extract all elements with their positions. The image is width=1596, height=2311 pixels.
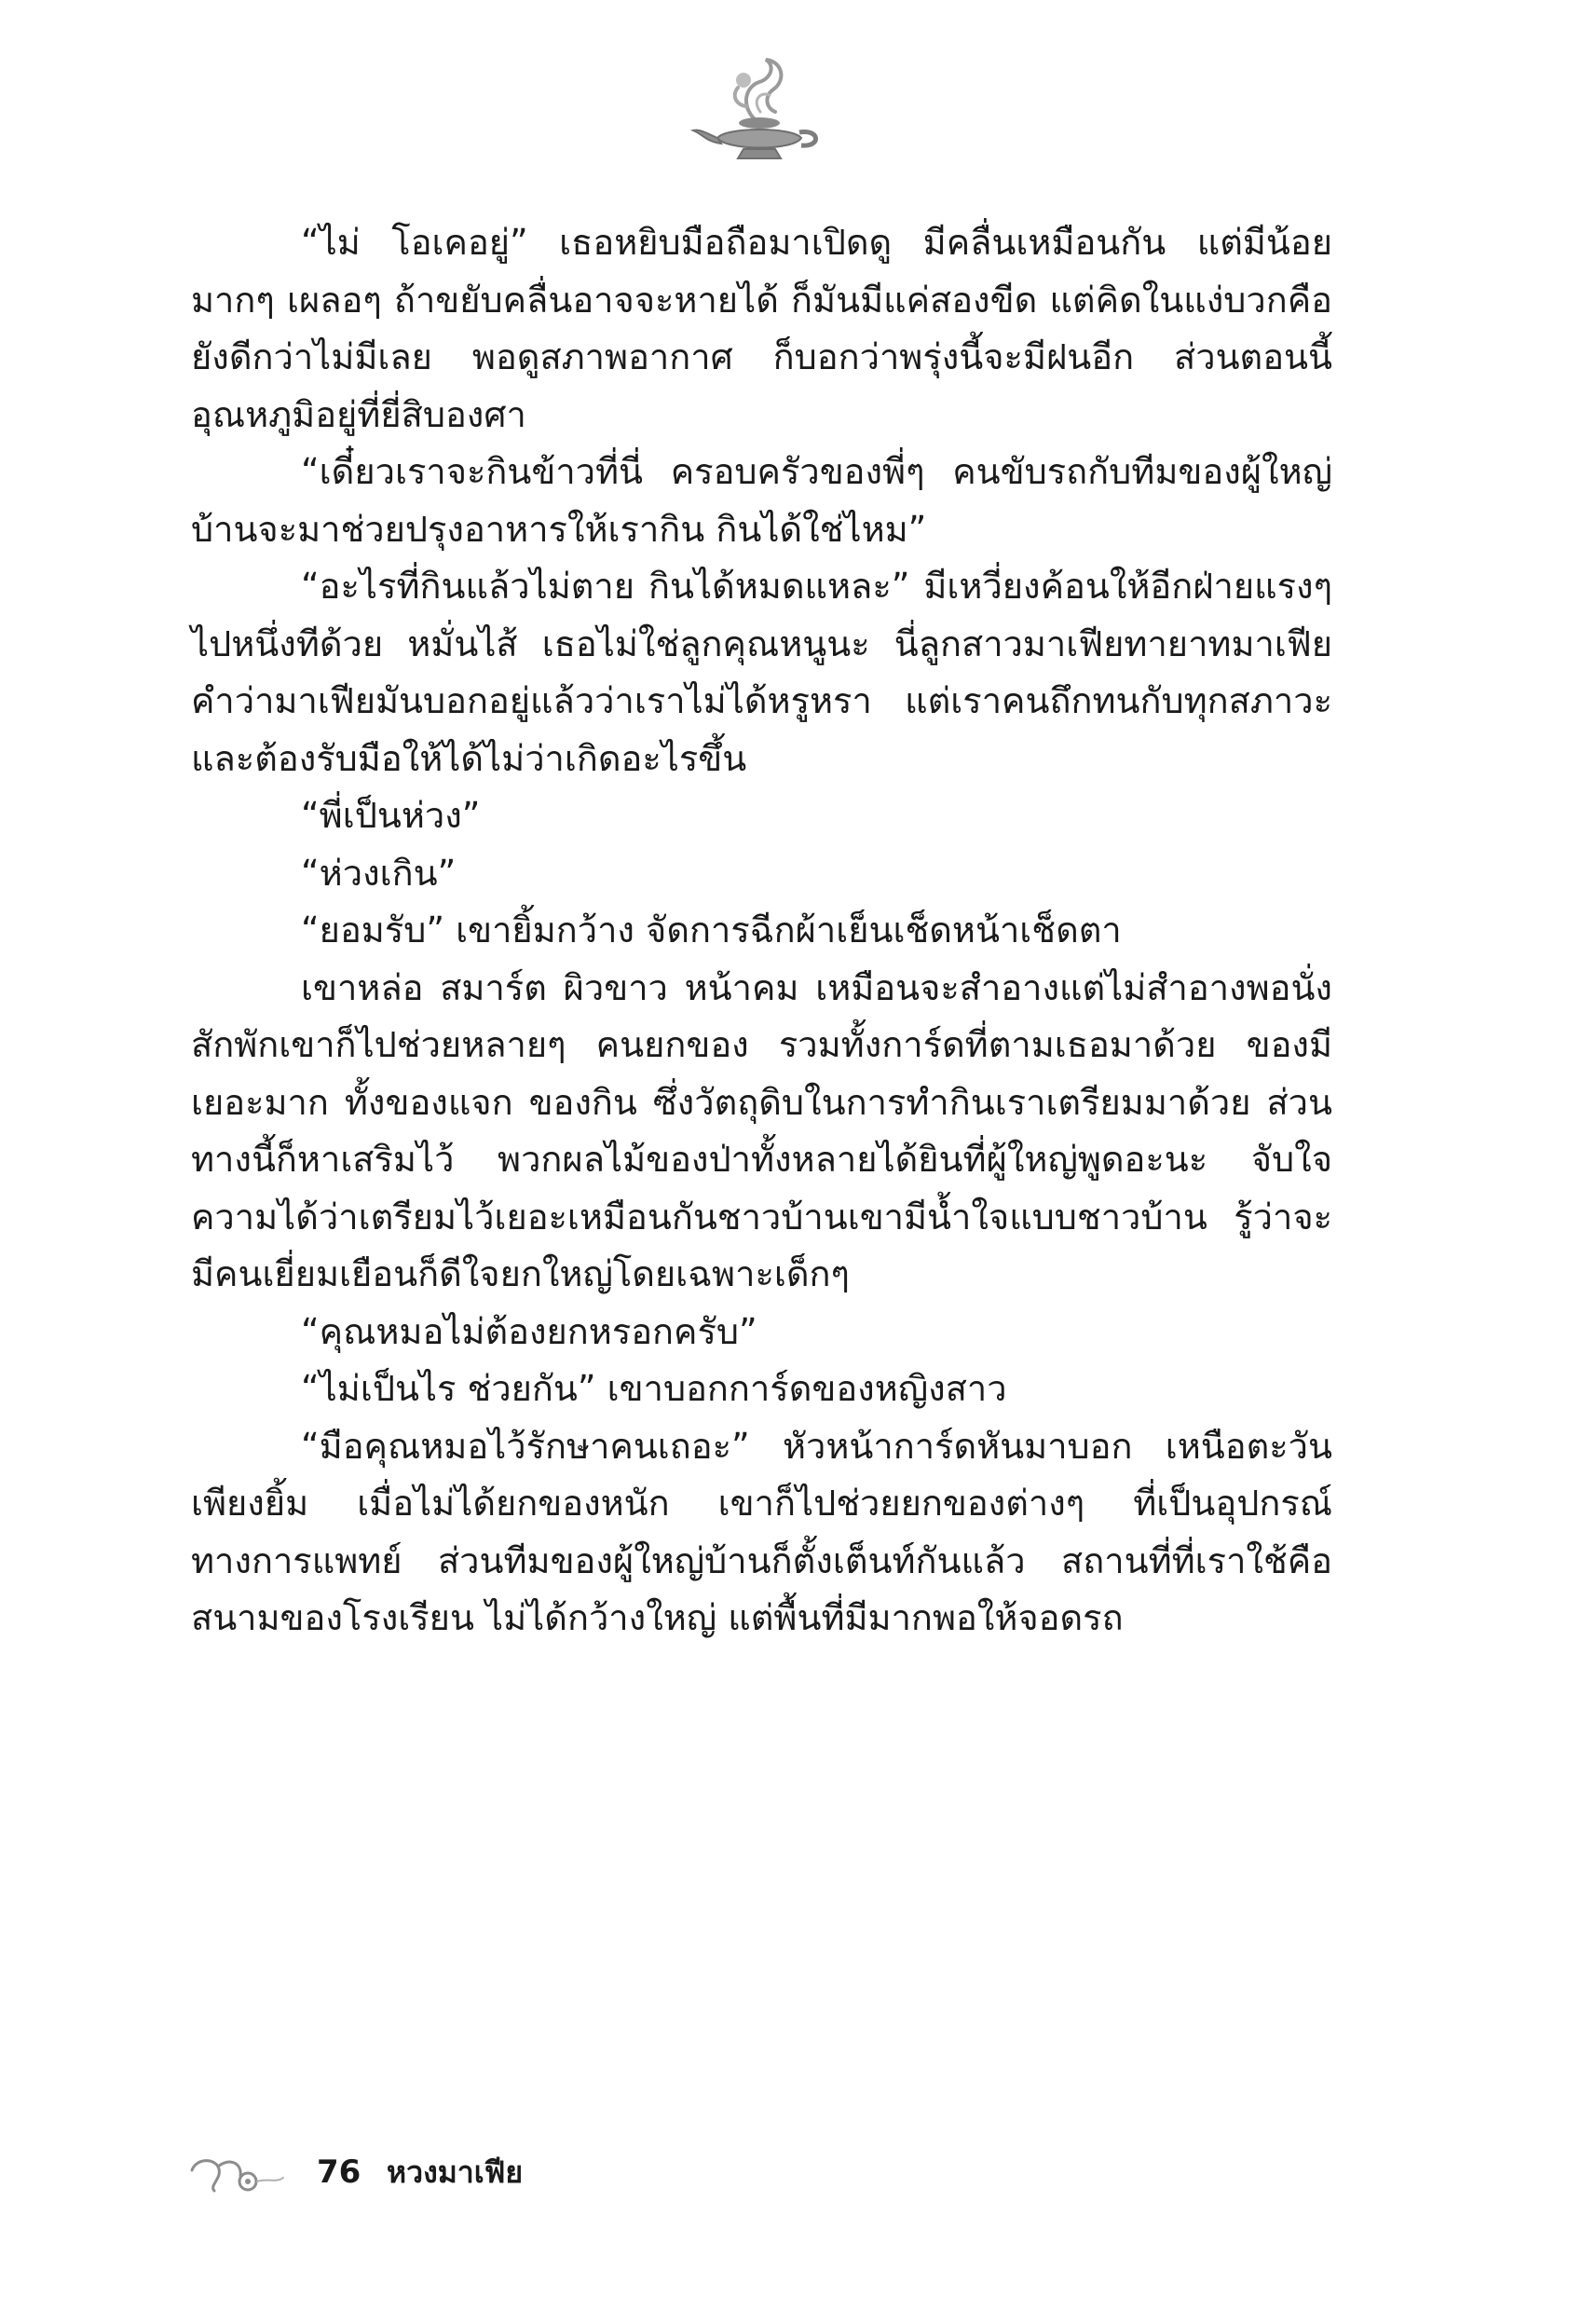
paragraph: เขาหล่อ สมาร์ต ผิวขาว หน้าคม เหมือนจะสำอางแต่ไม่สำอางพอนั่งสักพักเขาก็ไปช่วยหลายๆ คนยกของ รวมทั้งการ์ดที่ตามเธอมาด้วย ของมีเยอะมาก ทั้งของแจก ของกิน ซึ่งวัตถุดิบในการทำกินเราเตรียมมาด้วย ส่วนทางนี้ก็หาเสริมไว้ พวกผลไม้ของป่าทั้งหลายได้ยินที่ผู้ใหญ่พูดอะนะ จับใจความได้ว่าเตรียมไว้เยอะเหมือนกันชาวบ้านเขามีน้ำใจแบบชาวบ้าน รู้ว่าจะมีคนเยี่ยมเยือนก็ดีใจยกใหญ่โดยเฉพาะเด็กๆ <box>191 966 1332 1294</box>
stethoscope-icon <box>186 2150 289 2196</box>
chapter-body <box>191 214 1332 1648</box>
paragraph: “ยอมรับ” เขายิ้มกว้าง จัดการฉีกผ้าเย็นเช็ดหน้าเช็ดตา <box>301 909 1122 950</box>
magic-lamp-icon <box>689 54 829 166</box>
paragraph: “มือคุณหมอไว้รักษาคนเถอะ” หัวหน้าการ์ดหันมาบอก เหนือตะวันเพียงยิ้ม เมื่อไม่ได้ยกของหนัก เขาก็ไปช่วยยกของต่างๆ ที่เป็นอุปกรณ์ทางการแพทย์ ส่วนทีมของผู้ใหญ่บ้านก็ตั้งเต็นท์กันแล้ว สถานที่ที่เราใช้คือสนามของโรงเรียน ไม่ได้กว้างใหญ่ แต่พื้นที่มีมากพอให้จอดรถ <box>191 1425 1332 1638</box>
page-footer <box>186 2148 839 2204</box>
paragraph: “อะไรที่กินแล้วไม่ตาย กินได้หมดแหละ” มีเหวี่ยงค้อนให้อีกฝ่ายแรงๆ ไปหนึ่งทีด้วย หมั่นไส้ เธอไม่ใช่ลูกคุณหนูนะ นี่ลูกสาวมาเฟียทายาทมาเฟีย คำว่ามาเฟียมันบอกอยู่แล้วว่าเราไม่ได้หรูหรา แต่เราคนถึกทนกับทุกสภาวะ และต้องรับมือให้ได้ไม่ว่าเกิดอะไรขึ้น <box>191 566 1332 779</box>
paragraph: “คุณหมอไม่ต้องยกหรอกครับ” <box>301 1310 757 1352</box>
paragraph: “เดี๋ยวเราจะกินข้าวที่นี่ ครอบครัวของพี่ๆ คนขับรถกับทีมของผู้ใหญ่บ้านจะมาช่วยปรุงอาหารให้เรากิน กินได้ใช่ไหม” <box>191 451 1332 550</box>
book-title: หวงมาเฟีย <box>387 2154 524 2190</box>
paragraph: “ห่วงเกิน” <box>301 852 457 894</box>
paragraph: “ไม่ โอเคอยู่” เธอหยิบมือถือมาเปิดดู มีคลื่นเหมือนกัน แต่มีน้อยมากๆ เผลอๆ ถ้าขยับคลื่นอาจจะหายได้ ก็มันมีแค่สองขีด แต่คิดในแง่บวกคือยังดีกว่าไม่มีเลย พอดูสภาพอากาศ ก็บอกว่าพรุ่งนี้จะมีฝนอีก ส่วนตอนนี้อุณหภูมิอยู่ที่ยี่สิบองศา <box>191 222 1332 435</box>
paragraph: “พี่เป็นห่วง” <box>301 795 481 836</box>
paragraph: “ไม่เป็นไร ช่วยกัน” เขาบอกการ์ดของหญิงสาว <box>301 1368 1007 1409</box>
page-number: 76 <box>317 2154 361 2191</box>
